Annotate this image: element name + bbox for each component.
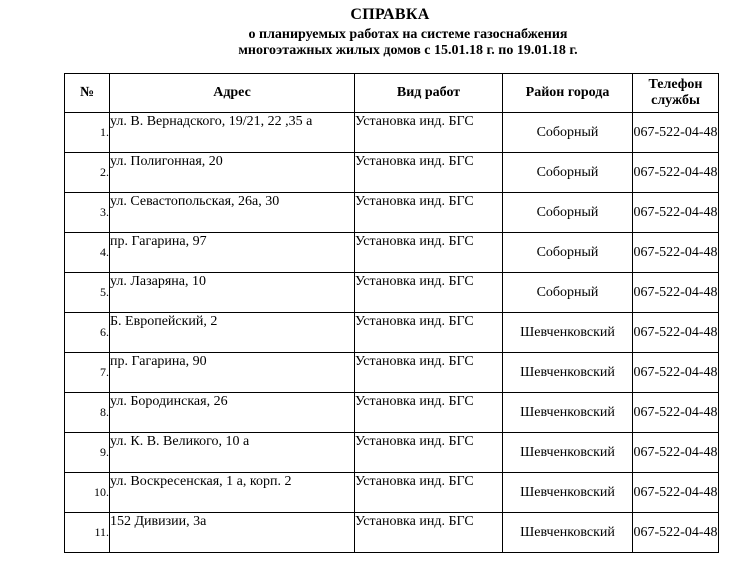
header-address: Адрес [110,74,355,113]
cell-district: Соборный [503,233,633,273]
cell-district: Шевченковский [503,433,633,473]
cell-address: ул. В. Вернадского, 19/21, 22 ,35 а [110,113,355,153]
cell-phone: 067-522-04-48 [633,153,719,193]
cell-num: 4. [65,233,110,273]
header-phone: Телефон службы [633,74,719,113]
cell-address: ул. Полигонная, 20 [110,153,355,193]
cell-phone: 067-522-04-48 [633,513,719,553]
cell-district: Соборный [503,193,633,233]
cell-work: Установка инд. БГС [355,473,503,513]
cell-address: пр. Гагарина, 97 [110,233,355,273]
cell-work: Установка инд. БГС [355,433,503,473]
cell-work: Установка инд. БГС [355,233,503,273]
works-table [64,73,719,553]
header-district: Район города [503,74,633,113]
cell-address: ул. Бородинская, 26 [110,393,355,433]
cell-work: Установка инд. БГС [355,273,503,313]
cell-phone: 067-522-04-48 [633,113,719,153]
cell-work: Установка инд. БГС [355,313,503,353]
cell-work: Установка инд. БГС [355,353,503,393]
header-work: Вид работ [355,74,503,113]
document-subtitle-line1: о планируемых работах на системе газоснабжения [248,27,568,42]
cell-district: Шевченковский [503,473,633,513]
cell-address: Б. Европейский, 2 [110,313,355,353]
cell-num: 8. [65,393,110,433]
cell-phone: 067-522-04-48 [633,273,719,313]
cell-address: ул. Воскресенская, 1 а, корп. 2 [110,473,355,513]
cell-district: Соборный [503,273,633,313]
cell-num: 2. [65,153,110,193]
document-subtitle-line2: многоэтажных жилых домов с 15.01.18 г. по 19.01.18 г. [238,43,578,58]
cell-district: Шевченковский [503,353,633,393]
cell-phone: 067-522-04-48 [633,393,719,433]
cell-district: Шевченковский [503,313,633,353]
table-row [65,193,719,233]
cell-num: 7. [65,353,110,393]
cell-phone: 067-522-04-48 [633,193,719,233]
cell-work: Установка инд. БГС [355,153,503,193]
cell-work: Установка инд. БГС [355,193,503,233]
table-row [65,473,719,513]
document-title: СПРАВКА [350,6,430,23]
table-header-row [65,74,719,113]
cell-num: 11. [65,513,110,553]
cell-num: 9. [65,433,110,473]
cell-address: ул. Лазаряна, 10 [110,273,355,313]
cell-num: 6. [65,313,110,353]
table-row [65,233,719,273]
cell-address: 152 Дивизии, 3а [110,513,355,553]
header-num: № [65,74,110,113]
cell-phone: 067-522-04-48 [633,473,719,513]
table-row [65,513,719,553]
cell-phone: 067-522-04-48 [633,233,719,273]
table-row [65,313,719,353]
cell-district: Шевченковский [503,513,633,553]
cell-address: ул. Севастопольская, 26а, 30 [110,193,355,233]
cell-work: Установка инд. БГС [355,393,503,433]
table-row [65,433,719,473]
cell-district: Соборный [503,153,633,193]
table-row [65,273,719,313]
table-row [65,113,719,153]
cell-num: 3. [65,193,110,233]
cell-num: 5. [65,273,110,313]
cell-district: Шевченковский [503,393,633,433]
cell-address: пр. Гагарина, 90 [110,353,355,393]
cell-phone: 067-522-04-48 [633,433,719,473]
cell-phone: 067-522-04-48 [633,353,719,393]
cell-work: Установка инд. БГС [355,113,503,153]
table-row [65,153,719,193]
table-row [65,393,719,433]
cell-num: 1. [65,113,110,153]
cell-phone: 067-522-04-48 [633,313,719,353]
cell-district: Соборный [503,113,633,153]
cell-address: ул. К. В. Великого, 10 а [110,433,355,473]
cell-num: 10. [65,473,110,513]
cell-work: Установка инд. БГС [355,513,503,553]
table-row [65,353,719,393]
